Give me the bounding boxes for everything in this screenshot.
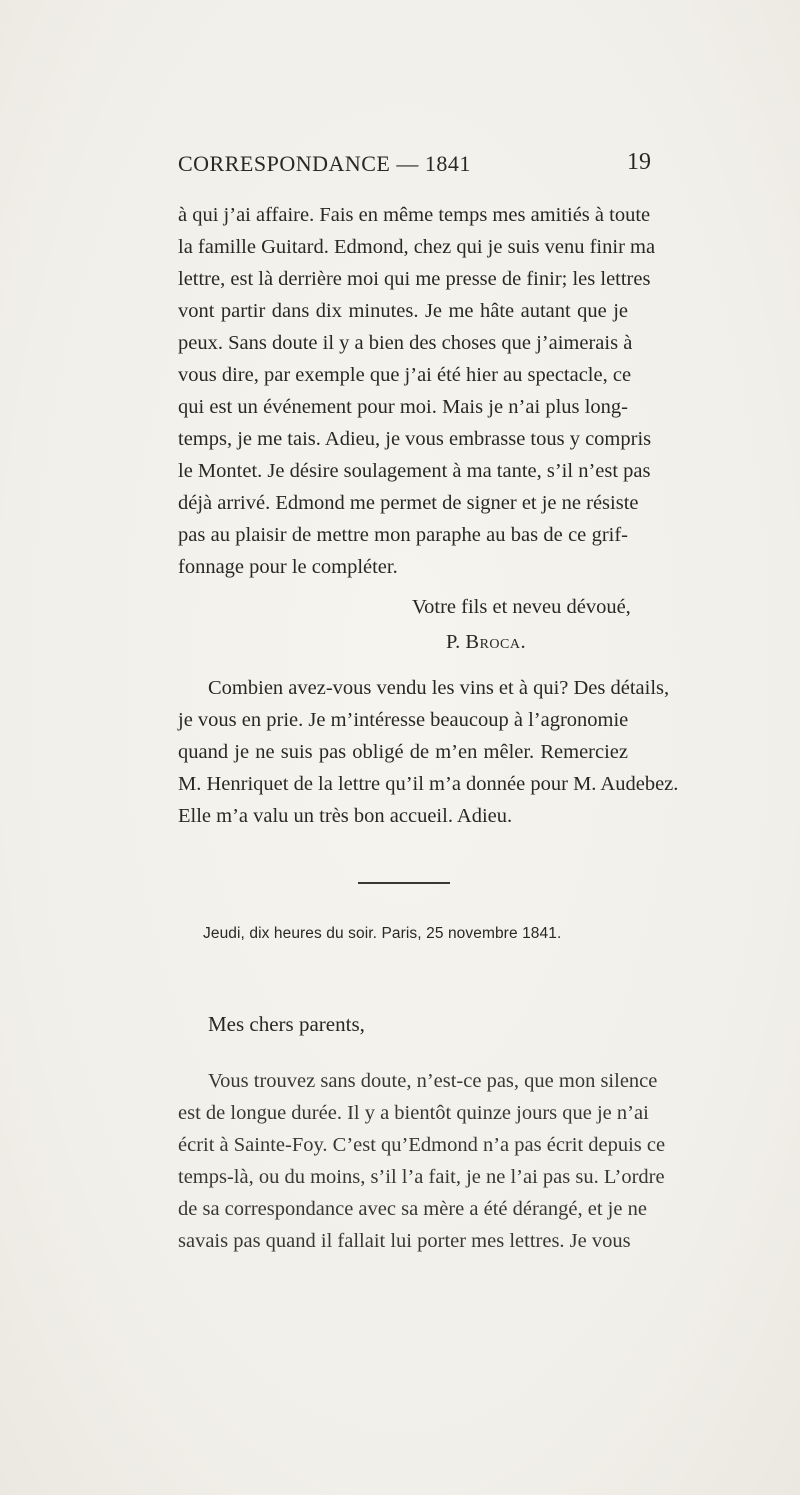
text-line: à qui j’ai affaire. Fais en même temps mes amitiés à toute xyxy=(178,204,651,226)
text-line: qui est un événement pour moi. Mais je n’ai plus long- xyxy=(178,396,628,418)
text-line: déjà arrivé. Edmond me permet de signer et je ne résiste xyxy=(178,492,639,514)
text-line: Vous trouvez sans doute, n’est-ce pas, que mon silence xyxy=(208,1070,658,1092)
signature xyxy=(446,628,526,656)
text-line: est de longue durée. Il y a bientôt quinze jours que je n’ai xyxy=(178,1102,649,1124)
text-line: le Montet. Je désire soulagement à ma tante, s’il n’est pas xyxy=(178,460,651,482)
text-line: peux. Sans doute il y a bien des choses que j’aimerais à xyxy=(178,332,633,354)
running-header xyxy=(0,151,800,187)
signature-name: Broca. xyxy=(465,631,527,653)
closing-formula: Votre fils et neveu dévoué, xyxy=(412,596,631,618)
text-line: savais pas quand il fallait lui porter mes lettres. Je vous xyxy=(178,1230,631,1252)
salutation: Mes chers parents, xyxy=(208,1012,365,1036)
text-line: Elle m’a valu un très bon accueil. Adieu. xyxy=(178,805,513,827)
text-line: fonnage pour le compléter. xyxy=(178,556,398,578)
text-line: la famille Guitard. Edmond, chez qui je suis venu finir ma xyxy=(178,236,656,258)
text-line: temps-là, ou du moins, s’il l’a fait, je ne l’ai pas su. L’ordre xyxy=(178,1166,665,1188)
text-line: je vous en prie. Je m’intéresse beaucoup à l’agronomie xyxy=(178,709,629,731)
page-number: 19 xyxy=(627,149,651,175)
running-title: CORRESPONDANCE — 1841 xyxy=(178,151,471,176)
text-line: de sa correspondance avec sa mère a été dérangé, et je ne xyxy=(178,1198,647,1220)
text-line: temps, je me tais. Adieu, je vous embrasse tous y compris xyxy=(178,428,652,450)
text-line: vous dire, par exemple que j’ai été hier au spectacle, ce xyxy=(178,364,632,386)
signature-initial: P. xyxy=(446,631,461,653)
section-divider xyxy=(358,882,450,884)
text-line: lettre, est là derrière moi qui me presse de finir; les lettres xyxy=(178,268,651,290)
letter-dateline: Jeudi, dix heures du soir. Paris, 25 novembre 1841. xyxy=(203,925,562,942)
text-line: vont partir dans dix minutes. Je me hâte autant que je xyxy=(178,300,628,322)
text-line: quand je ne suis pas obligé de m’en mêler. Remerciez xyxy=(178,741,628,763)
text-line: écrit à Sainte-Foy. C’est qu’Edmond n’a pas écrit depuis ce xyxy=(178,1134,666,1156)
text-line: Combien avez-vous vendu les vins et à qui? Des détails, xyxy=(208,677,670,699)
text-line: M. Henriquet de la lettre qu’il m’a donnée pour M. Audebez. xyxy=(178,773,679,795)
text-line: pas au plaisir de mettre mon paraphe au bas de ce grif- xyxy=(178,524,628,546)
